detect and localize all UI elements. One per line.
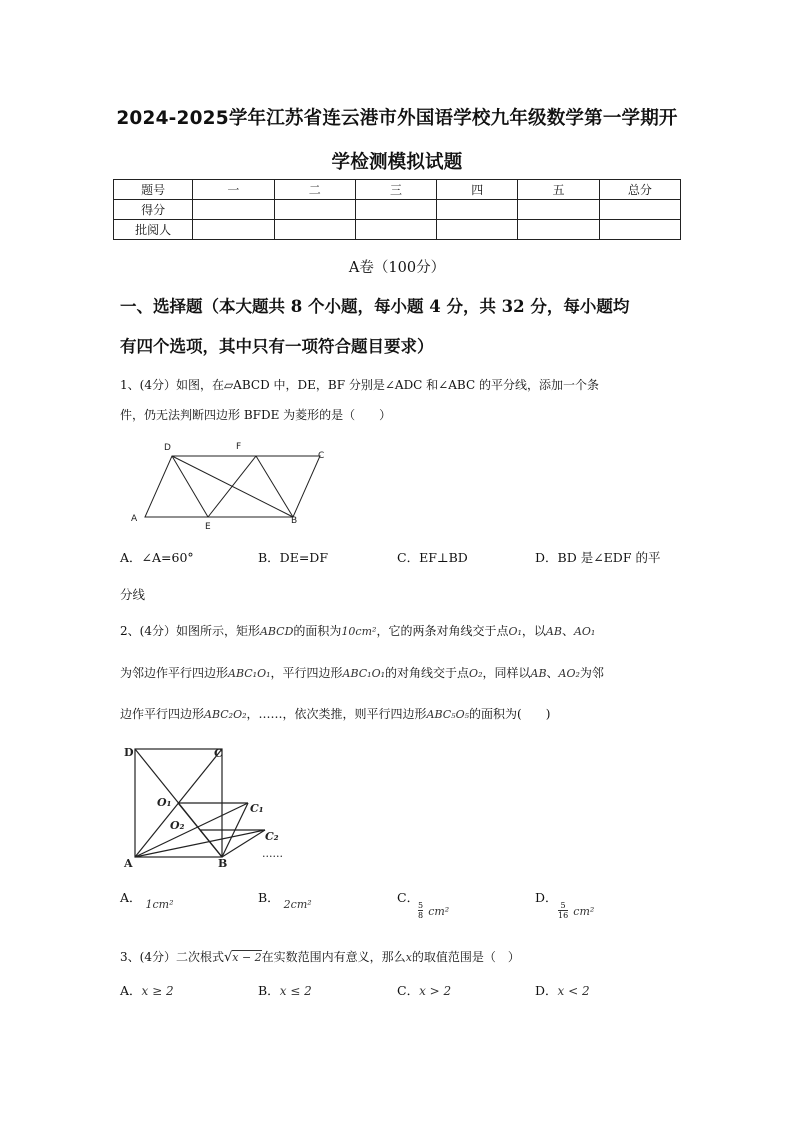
score-row-label: 得分 [114,200,193,220]
q3-option-c-value: x > 2 [419,984,452,998]
score-header-cell: 总分 [599,180,680,200]
q2-label-o1: O₁ [157,796,172,809]
q2-text: 、 [546,666,559,680]
q2-math: ABC₁O₁ [228,667,271,680]
q3-option-a-label: A． [120,983,142,998]
q1-option-a[interactable]: A．∠A=60° [120,550,194,565]
score-header-cell: 题号 [114,180,193,200]
section-heading-line-2: 有四个选项，其中只有一项符合题目要求） [120,337,434,356]
q2-text: 、 [561,624,574,638]
q2-option-d-denominator: 16 [558,911,569,920]
q1-option-d-continued: 分线 [120,587,146,602]
q2-text: ，平行四边形 [270,666,343,680]
q3-option-a-value: x ≥ 2 [141,984,174,998]
q3-option-b-label: B． [258,983,280,998]
q2-math: ABC₅O₅ [426,708,470,721]
q2-option-a-value: 1cm² [145,898,174,911]
q2-label-c1: C₁ [250,802,264,815]
radical-sign-icon: √ [223,950,233,965]
q2-math: ABC₂O₂ [204,708,247,721]
score-cell [518,200,599,220]
score-header-cell: 五 [518,180,599,200]
q3-option-c-label: C． [397,983,420,998]
q2-label-d: D [124,746,134,759]
q1-option-c[interactable]: C．EF⊥BD [397,550,468,565]
q3-variable: x [405,951,412,964]
q1-label-d: D [164,443,171,453]
q1-label-b: B [291,516,298,526]
q2-text: ，……，依次类推，则平行四边形 [246,707,427,721]
q2-text-line-2 [120,659,680,688]
q2-option-c-label: C． [397,890,420,905]
q1-label-a: A [131,514,138,524]
q2-option-c-unit: cm² [428,905,450,918]
q2-math: AO₂ [558,667,580,680]
score-header-cell: 四 [437,180,518,200]
q2-text: ，以 [521,624,546,638]
q1-option-b[interactable]: B．DE=DF [258,550,329,565]
q3-text-part: 3、(4分）二次根式 [120,950,224,964]
q2-option-d-numerator: 5 [558,901,568,911]
q3-option-a[interactable] [120,981,174,999]
score-cell [437,200,518,220]
q2-label-b: B [218,857,228,870]
q3-option-d-value: x < 2 [557,984,590,998]
q2-text: 的对角线交于点 [385,666,470,680]
q2-option-c-numerator: 5 [418,901,424,910]
q2-text: 2、(4分）如图所示，矩形 [120,624,260,638]
q3-option-b[interactable] [258,981,312,999]
q2-label-c2: C₂ [265,830,279,843]
score-cell [274,200,355,220]
score-cell [518,220,599,240]
score-header-cell: 一 [193,180,274,200]
q3-option-b-value: x ≤ 2 [279,984,312,998]
score-cell [355,200,436,220]
q1-label-e: E [205,522,211,532]
title-line-2: 学检测模拟试题 [331,152,463,173]
volume-label: A卷（100分） [348,260,446,276]
q3-option-d[interactable] [535,981,590,999]
q2-option-a[interactable] [120,888,174,911]
score-table-header-row [114,180,681,200]
q1-text-line-2: 件，仍无法判断四边形 BFDE 为菱形的是（ ） [120,408,392,422]
score-table-row [114,200,681,220]
q3-radicand: x − 2 [232,951,262,964]
q2-math: AO₁ [573,625,596,638]
q3-option-d-label: D． [535,983,558,998]
q2-math: O₂ [469,667,483,680]
q2-math: 10cm² [341,625,377,638]
q2-label-o2: O₂ [170,819,185,832]
q2-math: O₁ [508,625,522,638]
q1-parallelogram-figure [128,438,338,533]
q2-option-d[interactable] [535,888,558,906]
q2-text: 为邻边作平行四边形 [120,666,229,680]
q2-math: AB [545,625,562,638]
q3-text [120,943,680,972]
score-header-cell: 二 [274,180,355,200]
q2-option-c[interactable] [397,888,419,906]
q2-math: AB [530,667,547,680]
q2-option-b[interactable] [258,888,312,911]
q2-label-c: C [214,747,223,760]
q2-option-c-denominator: 8 [418,911,424,920]
score-header-cell: 三 [355,180,436,200]
q2-text: 边作平行四边形 [120,707,205,721]
score-row-label: 批阅人 [114,220,193,240]
q1-option-d[interactable]: D．BD 是∠EDF 的平 [535,550,661,565]
q2-text: 的面积为 [293,624,342,638]
q2-math: ABCD [259,625,294,638]
score-cell [193,220,274,240]
score-cell [437,220,518,240]
q2-label-a: A [124,857,133,870]
q2-math: ABC₁O₁ [342,667,386,680]
q2-option-d-value [558,900,594,920]
q2-text-line-1 [120,617,680,646]
score-table [113,179,681,240]
q2-label-ellipsis: ...... [262,847,283,860]
score-cell [355,220,436,240]
q1-label-f: F [236,442,242,452]
q2-option-a-label: A． [120,890,142,905]
q2-option-b-value: 2cm² [283,898,312,911]
q2-option-b-label: B． [258,890,280,905]
q1-label-c: C [318,451,325,461]
section-heading-line-1: 一、选择题（本大题共 8 个小题，每小题 4 分，共 32 分，每小题均 [120,297,630,316]
score-cell [193,200,274,220]
q3-text-part: 的取值范围是（ ） [411,950,520,964]
q2-text: ，它的两条对角线交于点 [376,624,509,638]
q2-text-line-3 [120,700,680,729]
q2-rectangle-figure [120,740,300,875]
score-cell [599,200,680,220]
score-cell [274,220,355,240]
q2-text: 的面积为( ) [469,707,551,721]
q1-text-line-1: 1、(4分）如图，在▱ABCD 中，DE，BF 分别是∠ADC 和∠ABC 的平分线，添加一个条 [120,378,599,392]
q2-text: 为邻 [579,666,604,680]
title-line-1: 2024-2025学年江苏省连云港市外国语学校九年级数学第一学期开 [116,108,678,129]
score-table-row [114,220,681,240]
q3-option-c[interactable] [397,981,451,999]
q2-option-d-unit: cm² [573,905,595,918]
q2-option-c-value [418,900,449,920]
score-cell [599,220,680,240]
q2-text: ，同样以 [482,666,531,680]
q3-text-part: 在实数范围内有意义，那么 [261,950,406,964]
q2-option-d-label: D． [535,890,558,905]
